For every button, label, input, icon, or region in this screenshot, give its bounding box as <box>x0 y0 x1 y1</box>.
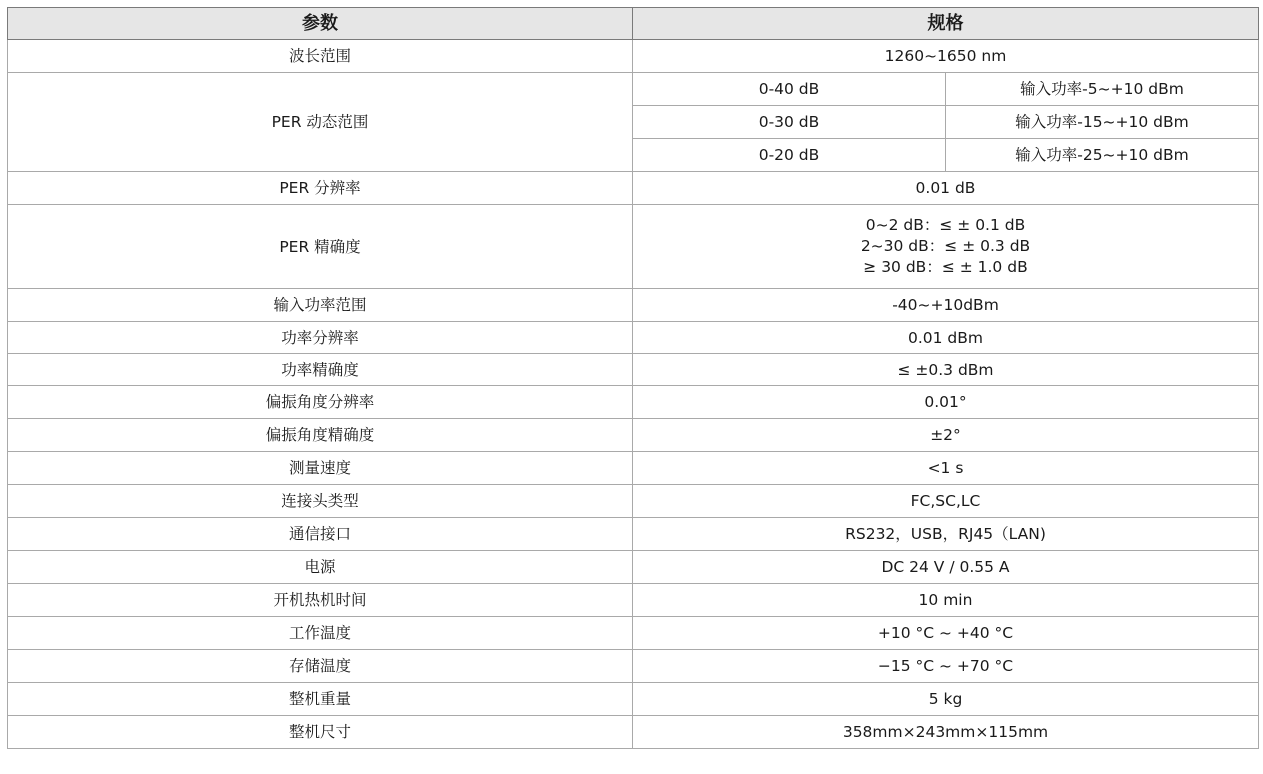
spec-cell: 0.01° <box>633 386 1259 419</box>
header-row <box>8 8 1259 40</box>
per-range-cell: 0-30 dB <box>633 106 946 139</box>
spec-cell: -40~+10dBm <box>633 289 1259 322</box>
spec-cell-multiline <box>633 205 1259 289</box>
spec-cell: FC,SC,LC <box>633 485 1259 518</box>
table-row <box>8 172 1259 205</box>
param-cell: PER 分辨率 <box>8 172 633 205</box>
table-row <box>8 73 1259 106</box>
spec-cell: RS232，USB，RJ45（LAN) <box>633 518 1259 551</box>
param-cell: 开机热机时间 <box>8 584 633 617</box>
table-row <box>8 40 1259 73</box>
table-row <box>8 419 1259 452</box>
spec-cell: +10 °C ~ +40 °C <box>633 617 1259 650</box>
per-condition-cell: 输入功率-25~+10 dBm <box>946 139 1259 172</box>
header-spec: 规格 <box>633 8 1259 40</box>
table-row <box>8 205 1259 289</box>
param-cell: 偏振角度精确度 <box>8 419 633 452</box>
spec-cell: 1260~1650 nm <box>633 40 1259 73</box>
per-condition-cell: 输入功率-5~+10 dBm <box>946 73 1259 106</box>
spec-cell: 5 kg <box>633 683 1259 716</box>
spec-cell: 358mm×243mm×115mm <box>633 716 1259 749</box>
param-cell: PER 精确度 <box>8 205 633 289</box>
param-cell: 整机尺寸 <box>8 716 633 749</box>
spec-cell: ±2° <box>633 419 1259 452</box>
spec-table <box>7 7 1259 749</box>
table-row <box>8 452 1259 485</box>
spec-cell: 0.01 dB <box>633 172 1259 205</box>
spec-line: ≥ 30 dB：≤ ± 1.0 dB <box>863 258 1028 276</box>
table-row <box>8 485 1259 518</box>
table-row <box>8 354 1259 386</box>
spec-cell: DC 24 V / 0.55 A <box>633 551 1259 584</box>
table-row <box>8 683 1259 716</box>
per-range-cell: 0-40 dB <box>633 73 946 106</box>
spec-cell: −15 °C ~ +70 °C <box>633 650 1259 683</box>
param-cell: 存储温度 <box>8 650 633 683</box>
param-cell: 通信接口 <box>8 518 633 551</box>
param-cell: 波长范围 <box>8 40 633 73</box>
table-row <box>8 650 1259 683</box>
param-cell: 偏振角度分辨率 <box>8 386 633 419</box>
table-row <box>8 584 1259 617</box>
param-cell: 输入功率范围 <box>8 289 633 322</box>
param-cell: 整机重量 <box>8 683 633 716</box>
table-row <box>8 289 1259 322</box>
param-cell: 功率精确度 <box>8 354 633 386</box>
param-cell: 电源 <box>8 551 633 584</box>
param-cell: 工作温度 <box>8 617 633 650</box>
param-cell: 功率分辨率 <box>8 322 633 354</box>
table-row <box>8 322 1259 354</box>
spec-cell: <1 s <box>633 452 1259 485</box>
spec-cell: 0.01 dBm <box>633 322 1259 354</box>
per-range-cell: 0-20 dB <box>633 139 946 172</box>
table-row <box>8 716 1259 749</box>
spec-line: 2~30 dB：≤ ± 0.3 dB <box>860 237 1031 255</box>
table-row <box>8 617 1259 650</box>
table-row <box>8 551 1259 584</box>
spec-line: 0~2 dB：≤ ± 0.1 dB <box>865 216 1026 234</box>
per-condition-cell: 输入功率-15~+10 dBm <box>946 106 1259 139</box>
header-param: 参数 <box>8 8 633 40</box>
table-row <box>8 518 1259 551</box>
spec-cell: ≤ ±0.3 dBm <box>633 354 1259 386</box>
table-row <box>8 386 1259 419</box>
spec-cell: 10 min <box>633 584 1259 617</box>
param-cell: 连接头类型 <box>8 485 633 518</box>
param-cell: 测量速度 <box>8 452 633 485</box>
param-cell: PER 动态范围 <box>8 73 633 172</box>
